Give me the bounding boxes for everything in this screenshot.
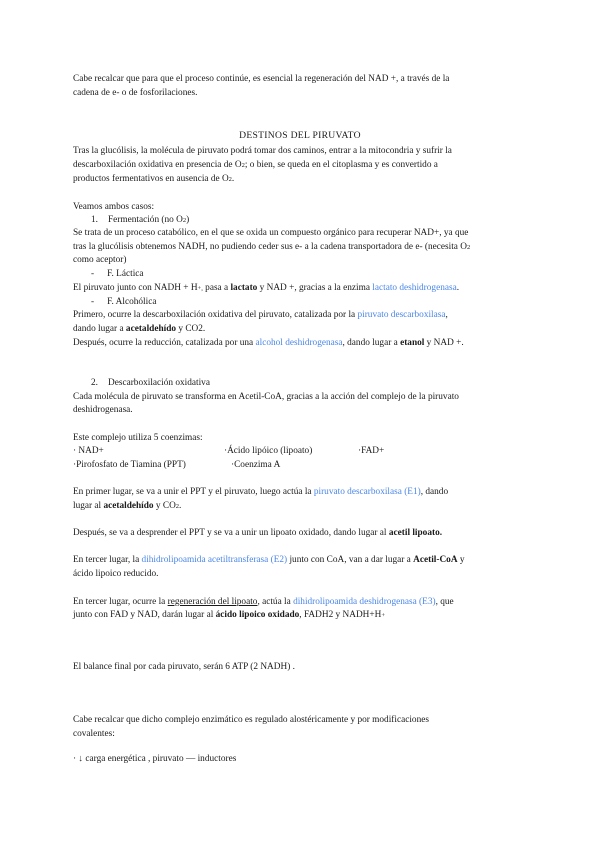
alcoholica-line-2: dando lugar a acetaldehído y CO2. [73, 324, 206, 334]
alcoholica-line-3: Después, ocurre la reducción, catalizada por una alcohol deshidrogenasa, dando lugar a etanol y NAD +. [73, 338, 464, 348]
coenzymes-intro: Este complejo utiliza 5 coenzimas: [73, 433, 203, 443]
alcoholica-heading: - F. Alcohólica [91, 297, 157, 307]
descarb-line-2: deshidrogenasa. [73, 405, 133, 415]
enzyme-piruvato-descarboxilasa: piruvato descarboxilasa [357, 310, 446, 320]
alcoholica-line-1: Primero, ocurre la descarboxilación oxidativa del piruvato, catalizada por la piruvato descarboxilasa, [73, 310, 448, 320]
section-title: DESTINOS DEL PIRUVATO [239, 130, 361, 141]
descarb-heading: 2. Descarboxilación oxidativa [91, 378, 210, 388]
enzyme-lactato-deshidrogenasa: lactato deshidrogenasa [372, 283, 457, 293]
descarb-line-1: Cada molécula de piruvato se transforma en Acetil-CoA, gracias a la acción del complejo de la piruvato [73, 392, 459, 402]
lactica-line: El piruvato junto con NADH + H+, pasa a lactato y NAD +, gracias a la enzima lactato deshidrogenasa. [73, 283, 460, 293]
step2-line: Después, se va a desprender el PPT y se va a unir un lipoato oxidado, dando lugar al acetil lipoato. [73, 528, 443, 538]
balance-line: El balance final por cada piruvato, serán 6 ATP (2 NADH) . [73, 662, 295, 672]
intro-line-2: cadena de e- o de fosforilaciones. [73, 88, 198, 98]
para1-line-2: descarboxilación oxidativa en presencia de O2; o bien, se queda en el citoplasma y es convertido a [73, 160, 438, 170]
enzyme-alcohol-deshidrogenasa: alcohol deshidrogenasa [255, 338, 343, 348]
para1-line-3: productos fermentativos en ausencia de O2. [73, 174, 235, 184]
step1-line-2: lugar al acetaldehído y CO2. [73, 501, 182, 511]
regulation-line-1: Cabe recalcar que dicho complejo enzimático es regulado alostéricamente y por modificaciones [73, 715, 429, 725]
fermentation-heading: 1. Fermentación (no O2) [91, 215, 190, 225]
intro-line-1: Cabe recalcar que para que el proceso continúe, es esencial la regeneración del NAD +, a través de la [73, 74, 450, 84]
lactica-heading: - F. Láctica [91, 269, 144, 279]
fermentation-line-2: tras la glucólisis obtenemos NADH, no pudiendo ceder sus e- a la cadena transportadora de e- (necesita O2 [73, 242, 471, 252]
step3-line-2: ácido lipoico reducido. [73, 569, 159, 579]
coenzyme-coa: ·Coenzima A [231, 460, 281, 470]
step1-line-1: En primer lugar, se va a unir el PPT y el piruvato, luego actúa la piruvato descarboxilasa (E1), dando [73, 487, 449, 497]
veamos-line: Veamos ambos casos: [73, 202, 155, 212]
coenzyme-nad: · NAD+ [73, 446, 104, 456]
step4-line-2: junto con FAD y NAD, darán lugar al ácido lipoico oxidado, FADH2 y NADH+H+ [73, 610, 385, 620]
step4-line-1: En tercer lugar, ocurre la regeneración del lipoato, actúa la dihidrolipoamida deshidrogenasa (E3), que [73, 597, 454, 607]
regulation-line-2: covalentes: [73, 729, 115, 739]
fermentation-line-1: Se trata de un proceso catabólico, en el que se oxida un compuesto orgánico para recuperar NAD+, ya que [73, 228, 469, 238]
enzyme-e3: dihidrolipoamida deshidrogenasa (E3) [293, 597, 436, 607]
fermentation-line-3: como aceptor) [73, 255, 127, 265]
enzyme-e2: dihidrolipoamida acetiltransferasa (E2) [141, 555, 288, 565]
coenzyme-fad: ·FAD+ [358, 446, 385, 456]
inductores-line: · ↓ carga energética , piruvato — inductores [73, 754, 237, 764]
para1-line-1: Tras la glucólisis, la molécula de piruvato podrá tomar dos caminos, entrar a la mitocondria y sufrir la [73, 146, 452, 156]
coenzyme-lipoato: ·Ácido lipóico (lipoato) [224, 446, 313, 456]
enzyme-e1: piruvato descarboxilasa (E1) [313, 487, 421, 497]
step3-line-1: En tercer lugar, la dihidrolipoamida acetiltransferasa (E2) junto con CoA, van a dar lugar a Acetil-CoA y [73, 555, 465, 565]
coenzyme-ppt: ·Pirofosfato de Tiamina (PPT) [73, 460, 186, 470]
